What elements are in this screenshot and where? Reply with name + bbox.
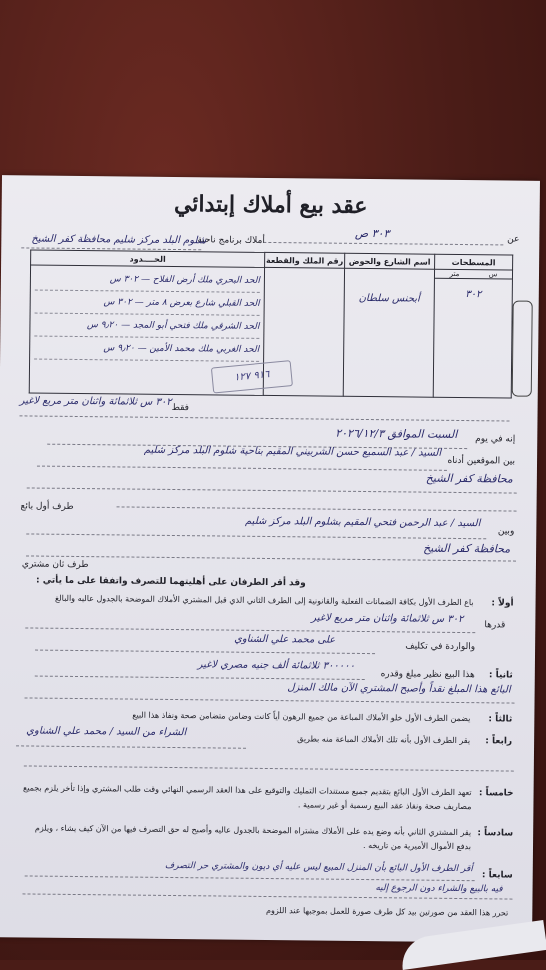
amlak-label: أملاك برنامج ناحية	[197, 235, 265, 246]
clause6-text: يقر المشتري الثاني بأنه وضع يده على الأملاك مشتراه الموضحة بالجدول عاليه وأصبح له حق التصرف فيها من الآن كيف يشاء ، ويلزم بدفع الأموال الأميرية من تاريخه .	[34, 823, 472, 852]
clause4-label: رابعاً :	[485, 736, 513, 747]
header-owner-no: رقم الملك والقطعة	[265, 252, 345, 268]
clause1-label: أولاً :	[491, 598, 514, 609]
clause3-text: يضمن الطرف الأول خلو الأملاك المباعة من جميع الرهون أياً كانت وضامن متضامن صحة ونفاذ هذا البيع	[132, 710, 471, 724]
clause6-label: سادساً :	[477, 828, 514, 839]
clause4-handwriting: الشراء من السيد / محمد علي الشناوي	[26, 725, 187, 739]
area-value: ٣٠٢	[465, 289, 482, 301]
area-cell	[433, 269, 512, 398]
clause7-label: سابعاً :	[481, 870, 513, 881]
clause1-taklif-handwriting: على محمد علي الشناوي	[234, 633, 336, 646]
clause5-text: تعهد الطرف الأول البائع بتقديم جميع مستندات التمليك والتوقيع على هذا العقد الرسمي النهائي وقت طلب المشتري وإذا تأخر يلزم بجميع مصاريف صحة ونفاذ عقد البيع رسمية أو غير رسمية .	[22, 783, 472, 812]
between-label: بين الموقعين أدناه	[447, 455, 516, 467]
second-party-label: طرف ثان مشتري	[21, 559, 89, 571]
first-party-label: طرف أول بائع	[20, 501, 74, 512]
header-bounds: الحــــدود	[31, 250, 265, 267]
between-handwriting-2: محافظة كفر الشيخ	[425, 471, 513, 486]
clause1-text: باع الطرف الأول بكافة الضمانات الفعلية والقانونية إلى الطرف الثاني الذي قبل المشتري الأملاك الموضحة بالجدول عاليه والبالغ	[54, 593, 474, 608]
clause1-qadrha: قدرها	[484, 620, 506, 631]
street-cell	[343, 268, 434, 397]
buyer-handwriting: السيد / عبد الرحمن فتحي المقيم بشلوم البلد مركز شليم	[244, 515, 481, 530]
area-sub-m: متر	[449, 269, 460, 278]
buyer-handwriting-2: محافظة كفر الشيخ	[423, 541, 511, 556]
header-street: اسم الشارع والحوض	[345, 253, 435, 269]
clause2-handwriting: ٣٠٠٠٠٠ ثلاثمائة ألف جنيه مصري لاغير	[197, 659, 355, 672]
contract-paper	[0, 175, 540, 943]
area-sub-s: س	[488, 270, 498, 279]
amlak-handwriting: شلوم البلد مركز شليم محافظة كفر الشيخ	[31, 233, 207, 247]
bound-south: الحد القبلي شارع بعرض ٨ متر — ٣٠٢ س	[35, 291, 260, 316]
between-handwriting: السيد / عبد السميع حسن الشربيني المقيم بناحية شلوم البلد مركز شليم	[143, 444, 442, 459]
street-value: أبحنس سلطان	[358, 292, 420, 305]
clause4-text: يقر الطرف الأول بأنه تلك الأملاك المباعة منه بطريق	[297, 734, 471, 746]
fakat-label: فقط	[171, 402, 190, 414]
margin-box	[512, 301, 533, 397]
an-label: عن	[507, 234, 520, 245]
document-title: عقد بيع أملاك إبتدائي	[173, 190, 368, 220]
bound-north: الحد البحري ملك أرض الفلاح — ٣٠٢ س	[35, 268, 260, 293]
buyer-label: وبين	[497, 526, 515, 537]
clause1-wared: والواردة في تكليف	[405, 641, 476, 653]
clause2-text: هذا البيع نظير مبلغ وقدره	[380, 669, 475, 681]
bound-west: الحد الغربي ملك محمد الأمين — ٩٫٢٠ س	[34, 337, 259, 362]
clause1-handwriting: ٣٠٢ س ثلاثمائة واثنان متر مربع لاغير	[311, 612, 464, 626]
an-handwriting: ٣٠٣ ص	[354, 226, 390, 241]
header-area: المسطحات	[435, 254, 513, 270]
clause2-handwriting-2: البائع هذا المبلغ نقداً وأصبح المشتري الآن مالك المنزل	[287, 682, 511, 696]
clause7-handwriting: أقر الطرف الأول البائع بأن المنزل المبيع ليس عليه أي ديون والمشتري حر التصرف	[164, 860, 473, 875]
clause2-label: ثانياً :	[488, 670, 513, 681]
clause3-label: ثالثاً :	[488, 714, 513, 725]
table-stamp: ٩١٦ ١٢٧	[211, 360, 293, 393]
agreement-line: وقد أقر الطرفان على أهليتهما للتصرف واتفقا على ما يأتي :	[35, 575, 306, 589]
day-handwriting: السبت الموافق ٢٠٢٦/١٢/٣	[335, 426, 458, 441]
clause5-label: خامساً :	[478, 788, 514, 799]
fakat-handwriting: ٣٠٢ س ثلاثمائة واثنان متر مربع لاغير	[19, 395, 172, 408]
clause7-handwriting-2: فيه بالبيع والشراء دون الرجوع إليه	[375, 883, 503, 895]
day-label: إنه في يوم	[475, 434, 516, 445]
bound-east: الحد الشرقي ملك فتحي أبو المجد — ٩٫٢٠ س	[34, 314, 259, 339]
footer-note: تحرر هذا العقد من صورتين بيد كل طرف صورة للعمل بموجبها عند اللزوم	[266, 905, 509, 918]
